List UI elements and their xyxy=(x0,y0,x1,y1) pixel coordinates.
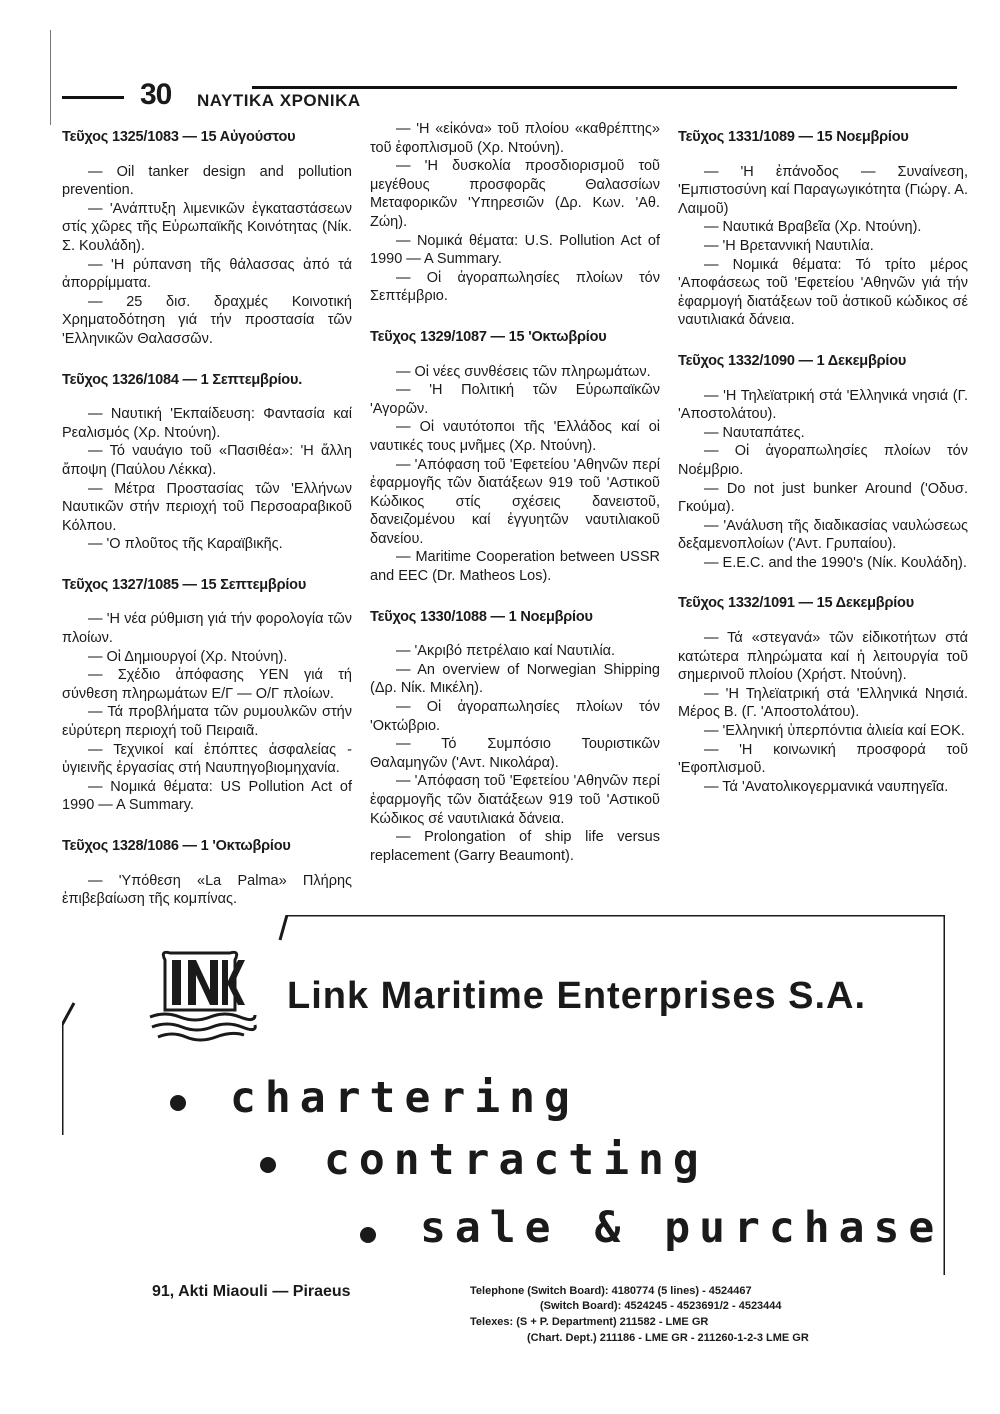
article-item: — Οἱ Δημιουργοί (Χρ. Ντούνη). xyxy=(88,648,288,665)
page-header xyxy=(62,78,957,112)
article-item: — 'Η κοινωνική προσφορά τοῦ 'Εφοπλισμοῦ. xyxy=(678,741,968,777)
article-item: — Τά 'Ανατολικογερμανικά ναυπηγεῖα. xyxy=(704,778,949,795)
article-item: — 'Απόφαση τοῦ 'Εφετείου 'Αθηνῶν περί ἐφαρμογῆς τῶν διατάξεων 919 τοῦ 'Αστικοῦ Κώδικος σέ ναυτιλιακά δάνεια. xyxy=(370,773,660,827)
advertisement xyxy=(62,915,945,1370)
issue-block xyxy=(62,371,352,554)
margin-line xyxy=(50,30,51,125)
article-item: — 'Απόφαση τοῦ 'Εφετείου 'Αθηνῶν περί ἐφαρμογῆς τῶν διατάξεων 919 τοῦ 'Αστικοῦ Κώδικος στίς σχέσεις δανειστοῦ, δανειζομένου καί ἐγγυητῶν ναυτιλιακοῦ δανείου. xyxy=(370,456,660,547)
article-item: — Νομικά θέματα: US Pollution Act of 1990 — A Summary. xyxy=(62,778,352,814)
contact-line: (Chart. Dept.) 211186 - LME GR - 211260-1-2-3 LME GR xyxy=(527,1332,809,1344)
article-item: — Μέτρα Προστασίας τῶν 'Ελλήνων Ναυτικῶν στήν περιοχή τοῦ Περσοαραβικοῦ Κόλπου. xyxy=(62,480,352,534)
article-item: — Τό Συμπόσιο Τουριστικῶν Θαλαμηγῶν ('Αντ. Νικολάρα). xyxy=(370,736,660,771)
article-item: — 'Η ρύπανση τῆς θάλασσας ἀπό τά ἀπορρίμματα. xyxy=(62,256,352,292)
article-item: — 'Η νέα ρύθμιση γιά τήν φορολογία τῶν πλοίων. xyxy=(62,611,352,647)
issue-heading: Τεῦχος 1327/1085 — 15 Σεπτεμβρίου xyxy=(62,576,307,593)
article-item: — Prolongation of ship life versus replacement (Garry Beaumont). xyxy=(370,829,660,864)
article-item: — 'Ο πλοῦτος τῆς Καραϊβικῆς. xyxy=(88,536,283,553)
article-item: — 'Ανάλυση τῆς διαδικασίας ναυλώσεως δεξαμενοπλοίων ('Αντ. Γρυπαίου). xyxy=(678,517,968,553)
bullet-icon xyxy=(360,1227,376,1243)
article-item: — 'Η δυσκολία προσδιορισμοῦ τοῦ μεγέθους προσφορᾶς Θαλασσίων Μεταφορικῶν 'Υπηρεσιῶν (Δρ. Κων. 'Αθ. Ζώη). xyxy=(370,158,660,230)
contact-line: (Switch Board): 4524245 - 4523691/2 - 4523444 xyxy=(540,1300,782,1312)
article-item: — Ναυτικά Βραβεῖα (Χρ. Ντούνη). xyxy=(704,219,922,236)
article-item: — Οἱ ἀγοραπωλησίες πλοίων τόν Σεπτέμβριο. xyxy=(370,269,660,305)
issue-heading: Τεῦχος 1331/1089 — 15 Νοεμβρίου xyxy=(678,129,909,145)
article-item: — 'Η Πολιτική τῶν Εὐρωπαϊκῶν 'Αγορῶν. xyxy=(370,382,660,417)
column-1 xyxy=(62,120,352,931)
article-item: — Οἱ νέες συνθέσεις τῶν πληρωμάτων. xyxy=(396,363,651,380)
article-item: — 'Ελληνική ὑπερπόντια ἁλιεία καί ΕΟΚ. xyxy=(704,723,965,740)
issue-heading: Τεῦχος 1325/1083 — 15 Αὐγούστου xyxy=(62,129,296,145)
article-item: — Οἱ ἀγοραπωλησίες πλοίων τόν Νοέμβριο. xyxy=(678,443,968,478)
article-item: — Ναυταπάτες. xyxy=(704,424,805,441)
issue-heading: Τεῦχος 1329/1087 — 15 'Οκτωβρίου xyxy=(370,328,607,345)
article-item: — An overview of Norwegian Shipping (Δρ. Νίκ. Μικέλη). xyxy=(370,661,660,697)
issue-block xyxy=(62,837,352,909)
article-item: — 'Η ἐπάνοδος — Συναίνεση, 'Εμπιστοσύνη καί Παραγωγικότητα (Γιώργ. Α. Λαιμοῦ) xyxy=(678,163,968,217)
issue-block xyxy=(678,594,968,796)
article-item: — 'Η Βρεταννική Ναυτιλία. xyxy=(704,237,874,254)
article-item: — Τό ναυάγιο τοῦ «Πασιθέα»: 'Η ἄλλη ἄποψη (Παύλου Λέκκα). xyxy=(62,443,352,478)
issue-block xyxy=(370,328,660,586)
article-item: — 'Η Τηλεϊατρική στά 'Ελληνικά Νησιά. Μέρος Β. (Γ. 'Αποστολάτου). xyxy=(678,685,968,721)
contact-line: Telephone (Switch Board): 4180774 (5 lines) - 4524467 xyxy=(470,1285,752,1297)
article-item: — Ναυτική 'Εκπαίδευση: Φαντασία καί Ρεαλισμός (Χρ. Ντούνη). xyxy=(62,406,352,441)
issue-heading: Τεῦχος 1332/1091 — 15 Δεκεμβρίου xyxy=(678,595,914,612)
service-contracting: contracting xyxy=(324,1135,708,1185)
issue-block xyxy=(678,128,968,330)
article-item: — E.E.C. and the 1990's (Νίκ. Κουλάδη). xyxy=(704,554,967,571)
issue-heading: Τεῦχος 1330/1088 — 1 Νοεμβρίου xyxy=(370,608,593,625)
bullet-icon xyxy=(260,1157,276,1173)
header-rule-right xyxy=(252,86,957,89)
issue-heading: Τεῦχος 1326/1084 — 1 Σεπτεμβρίου. xyxy=(62,371,303,388)
issue-block xyxy=(370,608,660,866)
header-rule-left xyxy=(62,96,124,99)
article-item: — 'Η «εἰκόνα» τοῦ πλοίου «καθρέπτης» τοῦ ἐφοπλισμοῦ (Χρ. Ντούνη). xyxy=(370,121,660,156)
page-number: 30 xyxy=(140,78,172,111)
article-item: — 'Υπόθεση «La Palma» Πλήρης ἐπιβεβαίωση τῆς κομπίνας. xyxy=(62,872,352,908)
article-item: — Οἱ ναυτότοποι τῆς 'Ελλάδος καί οἱ ναυτικές τους μνῆμες (Χρ. Ντούνη). xyxy=(370,419,660,454)
issue-block xyxy=(62,128,352,349)
issue-block xyxy=(678,352,968,573)
article-item: — Do not just bunker Around ('Οδυσ. Γκούμα). xyxy=(678,480,968,516)
link-logo-icon xyxy=(140,945,260,1055)
issue-heading: Τεῦχος 1328/1086 — 1 'Οκτωβρίου xyxy=(62,838,291,854)
issue-block xyxy=(62,576,352,815)
issue-block xyxy=(370,120,660,306)
column-2 xyxy=(370,120,660,887)
journal-title: ΝΑΥΤΙΚΑ ΧΡΟΝΙΚΑ xyxy=(197,91,361,110)
article-item: — 'Ακριβό πετρέλαιο καί Ναυτιλία. xyxy=(396,643,616,660)
service-chartering: chartering xyxy=(230,1073,579,1123)
column-3 xyxy=(678,120,968,818)
article-item: — 25 δισ. δραχμές Κοινοτική Χρηματοδότηση γιά τήν προστασία τῶν 'Ελληνικῶν Θαλασσῶν. xyxy=(62,293,352,347)
article-item: — Νομικά θέματα: Τό τρίτο μέρος 'Αποφάσεως τοῦ 'Εφετείου 'Αθηνῶν γιά τήν ἐφαρμογή διατάξεων τοῦ ἀστικοῦ κώδικος σέ ναυτιλιακά δάνεια. xyxy=(678,256,968,329)
article-item: — Τεχνικοί καί ἐπόπτες ἀσφαλείας - ὑγιεινῆς ἐργασίας στή Ναυπηγοβιομηχανία. xyxy=(62,741,352,777)
issue-heading: Τεῦχος 1332/1090 — 1 Δεκεμβρίου xyxy=(678,352,907,369)
bullet-icon xyxy=(170,1095,186,1111)
company-logo xyxy=(140,945,260,1055)
company-name: Link Maritime Enterprises S.A. xyxy=(287,975,867,1017)
article-item: — Τά προβλήματα τῶν ρυμουλκῶν στήν εὐρύτερη περιοχή τοῦ Πειραιᾶ. xyxy=(62,704,352,740)
article-item: — Τά «στεγανά» τῶν εἰδικοτήτων στά κατώτερα πληρώματα καί ἡ λειτουργία τοῦ σημερινοῦ πλοίου (Χρήστ. Ντούνη). xyxy=(678,630,968,684)
article-item: — Σχέδιο ἀπόφασης ΥΕΝ γιά τή σύνθεση πληρωμάτων Ε/Γ — Ο/Γ πλοίων. xyxy=(62,667,352,702)
article-item: — 'Η Τηλεϊατρική στά 'Ελληνικά νησιά (Γ. 'Αποστολάτου). xyxy=(678,387,968,423)
article-item: — Νομικά θέματα: U.S. Pollution Act of 1990 — A Summary. xyxy=(370,232,660,268)
article-item: — Maritime Cooperation between USSR and EEC (Dr. Matheos Los). xyxy=(370,549,660,585)
article-item: — Οἱ ἀγοραπωλησίες πλοίων τόν 'Οκτώβριο. xyxy=(370,699,660,734)
contact-line: Telexes: (S + P. Department) 211582 - LME GR xyxy=(470,1316,709,1328)
article-item: — 'Ανάπτυξη λιμενικῶν ἐγκαταστάσεων στίς χῶρες τῆς Εὐρωπαϊκῆς Κοινότητας (Νίκ. Σ. Κουλάδη). xyxy=(62,200,352,254)
article-item: — Oil tanker design and pollution prevention. xyxy=(62,163,352,199)
service-sale-purchase: sale & purchase xyxy=(420,1203,944,1253)
company-address: 91, Akti Miaouli — Piraeus xyxy=(152,1283,351,1300)
